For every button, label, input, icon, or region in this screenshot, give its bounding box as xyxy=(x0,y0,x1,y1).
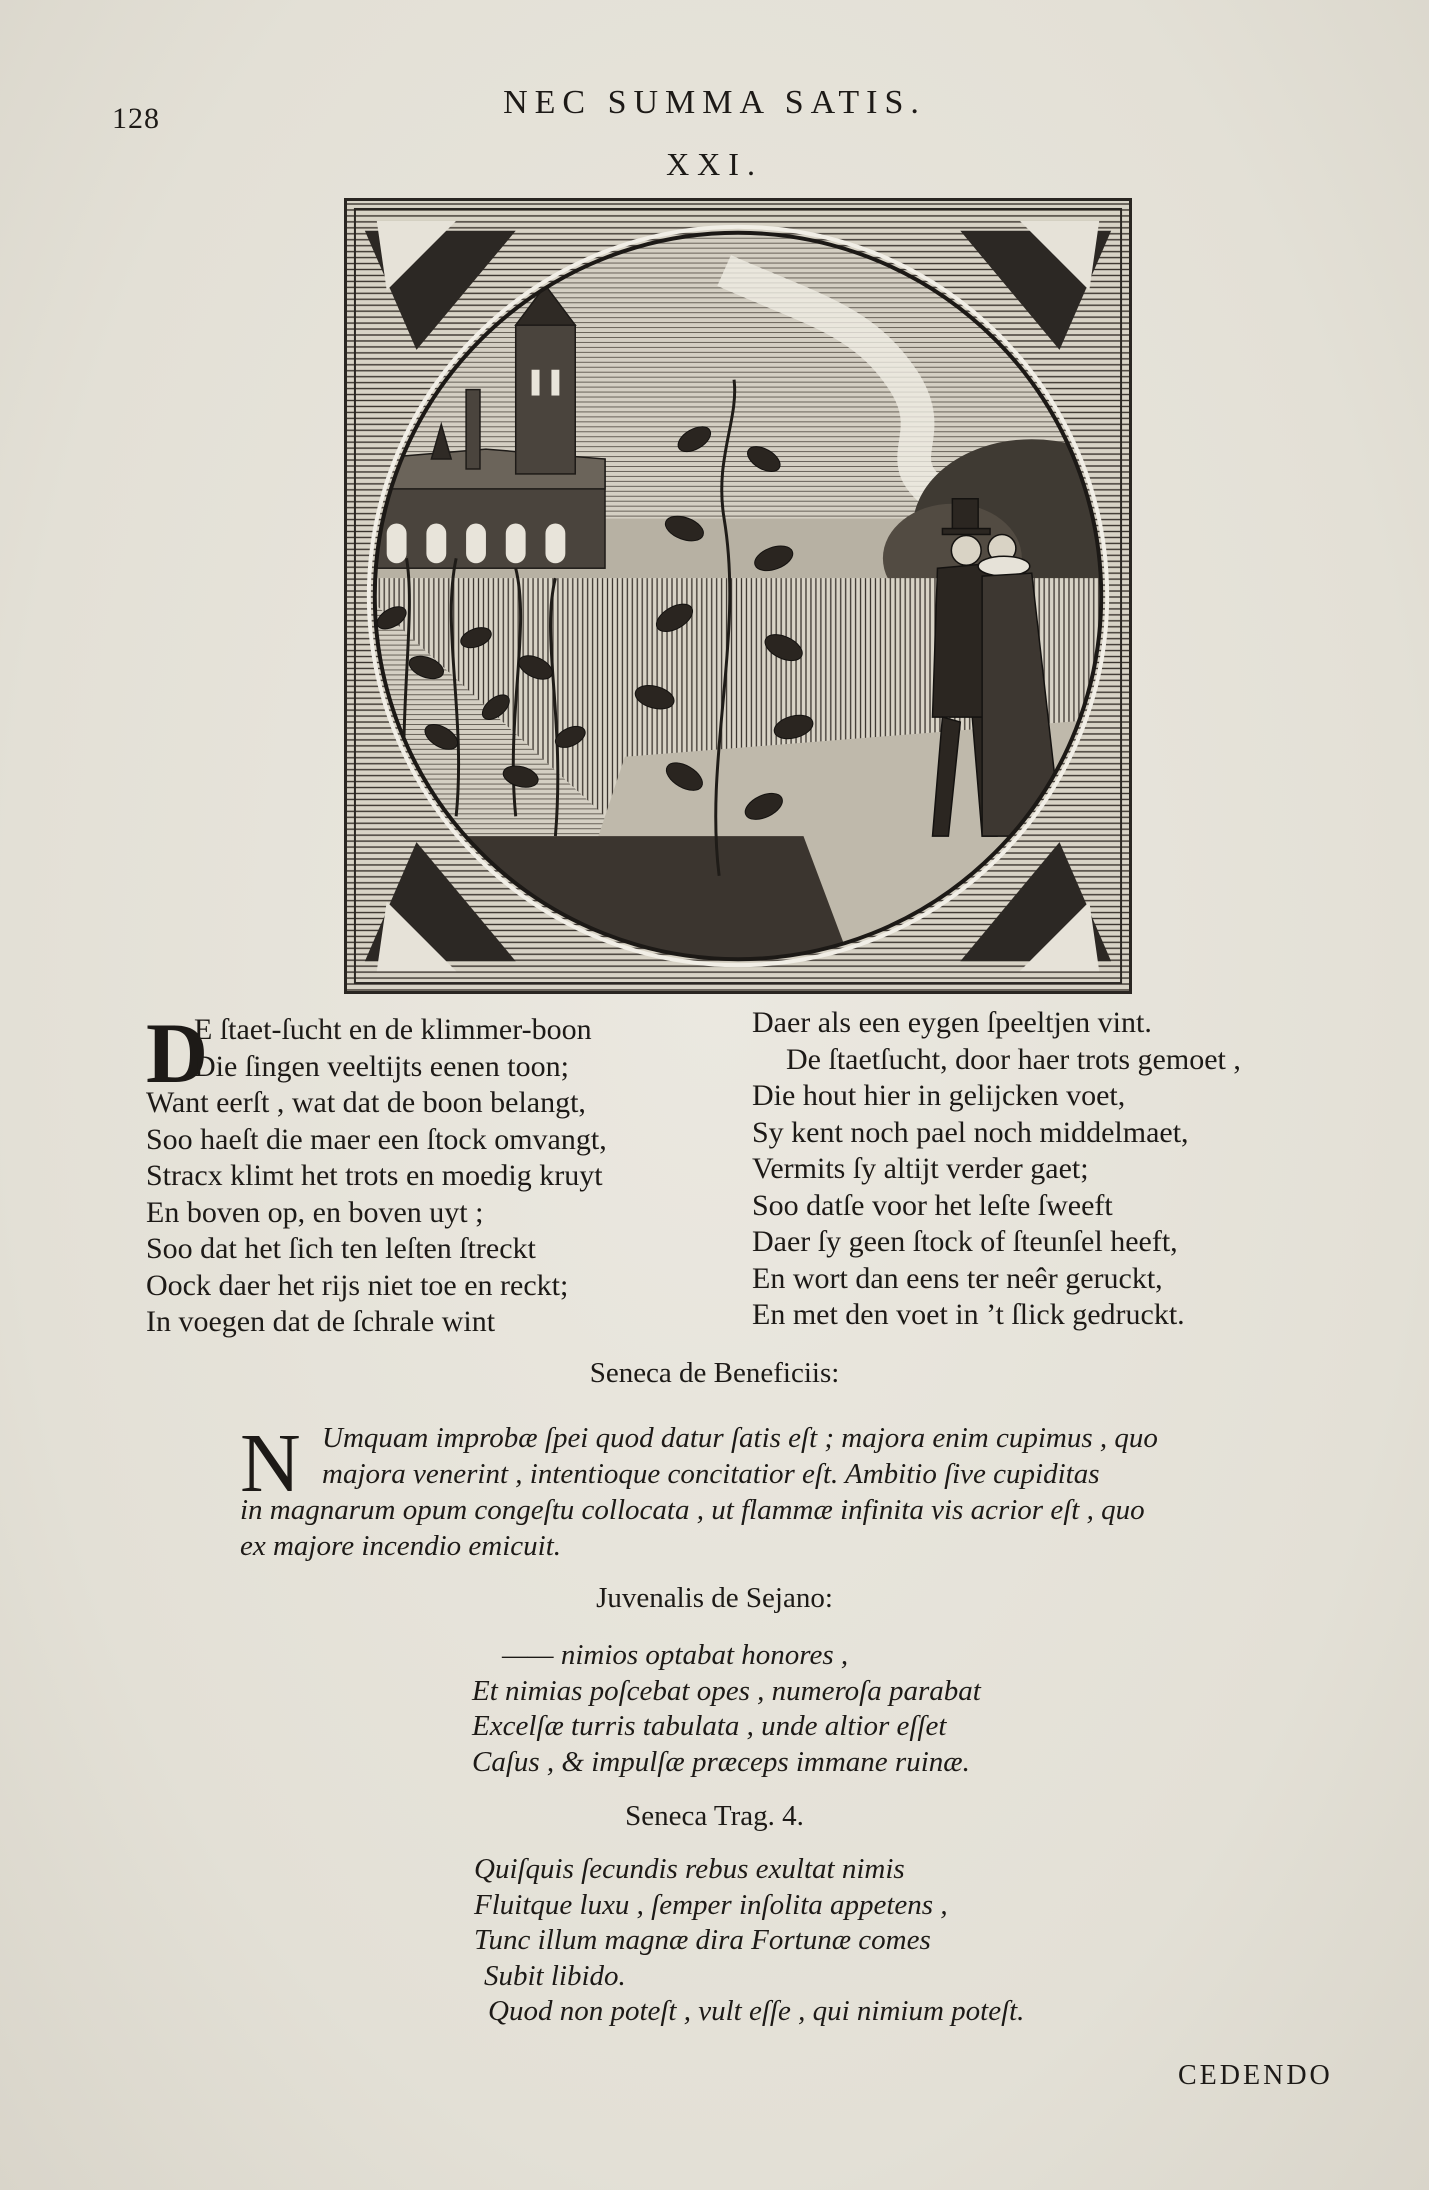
prose-line: majora venerint , intentioque concitatior eſt. Ambitio ſive cupiditas xyxy=(322,1458,1100,1490)
verse-line: Tunc illum magnæ dira Fortunæ comes xyxy=(474,1924,931,1956)
poem-line: Soo haeſt die maer een ſtock omvangt, xyxy=(146,1122,607,1156)
seneca-trag-verse xyxy=(474,1852,1024,2030)
poem-line: En met den voet in ’t ſlick gedruckt. xyxy=(752,1298,1185,1331)
poem-line: Sy kent noch pael noch middelmaet, xyxy=(752,1115,1189,1149)
poem-line: Die ſingen veeltijts eenen toon; xyxy=(194,1049,569,1083)
verse-line: Excelſæ turris tabulata , unde altior eſſet xyxy=(472,1710,947,1742)
poem-line: En boven op, en boven uyt ; xyxy=(146,1195,484,1229)
juvenalis-verse xyxy=(472,1638,981,1780)
verse-line: Fluitque luxu , ſemper inſolita appetens , xyxy=(474,1888,948,1921)
prose-line: in magnarum opum congeſtu collocata , ut flammæ infinita vis acrior eſt , quo xyxy=(240,1494,1145,1526)
poem-line: En wort dan eens ter neêr geruckt, xyxy=(752,1261,1163,1295)
poem-line: Daer ſy geen ſtock of ſteunſel heeft, xyxy=(752,1225,1178,1258)
poem-line: Soo dat het ſich ten leſten ſtreckt xyxy=(146,1232,536,1265)
verse-line: Caſus , & impulſæ præceps immane ruinæ. xyxy=(472,1745,970,1778)
poem-left-column xyxy=(146,1005,726,1341)
verse-line: Quod non poteſt , vult eſſe , qui nimium poteſt. xyxy=(488,1995,1025,2027)
poem-line: Soo datſe voor het leſte ſweeft xyxy=(752,1188,1113,1222)
heading-juvenalis: Juvenalis de Sejano: xyxy=(596,1582,833,1614)
prose-line: Umquam improbæ ſpei quod datur ſatis eſt ; majora enim cupimus , quo xyxy=(322,1422,1158,1454)
page-number: 128 xyxy=(112,102,160,135)
poem-line: De ſtaetſucht, door haer trots gemoet , xyxy=(786,1042,1241,1076)
heading-seneca-beneficiis: Seneca de Beneficiis: xyxy=(589,1357,840,1389)
poem-line: Die hout hier in gelijcken voet, xyxy=(752,1079,1126,1112)
running-title: NEC SUMMA SATIS. xyxy=(503,84,926,121)
poem-line: E ſtaet-ſucht en de klimmer-boon xyxy=(194,1013,592,1046)
heading-seneca-trag: Seneca Trag. 4. xyxy=(625,1800,804,1832)
poem-line: In voegen dat de ſchrale wint xyxy=(146,1305,496,1338)
poem-line: Stracx klimt het trots en moedig kruyt xyxy=(146,1159,603,1192)
verse-line: Quiſquis ſecundis rebus exultat nimis xyxy=(474,1853,905,1885)
verse-line: —— nimios optabat honores , xyxy=(502,1639,849,1671)
emblem-engraving xyxy=(344,198,1132,994)
drop-cap-n: N xyxy=(240,1417,301,1510)
verse-line: Subit libido. xyxy=(484,1959,626,1992)
poem-line: Vermits ſy altijt verder gaet; xyxy=(752,1152,1089,1185)
poem-right-column xyxy=(752,1005,1352,1334)
poem-line: Oock daer het rijs niet toe en reckt; xyxy=(146,1268,569,1302)
drop-cap-d: D xyxy=(146,1005,209,1101)
catchword: CEDENDO xyxy=(1178,2060,1333,2091)
seneca-beneficiis-text xyxy=(240,1417,1264,1564)
prose-line: ex majore incendio emicuit. xyxy=(240,1530,562,1562)
verse-line: Et nimias poſcebat opes , numeroſa parabat xyxy=(472,1674,981,1707)
poem-line: Want eerſt , wat dat de boon belangt, xyxy=(146,1086,586,1119)
emblem-numeral: XXI. xyxy=(666,146,763,182)
poem-line: Daer als een eygen ſpeeltjen vint. xyxy=(752,1006,1152,1039)
